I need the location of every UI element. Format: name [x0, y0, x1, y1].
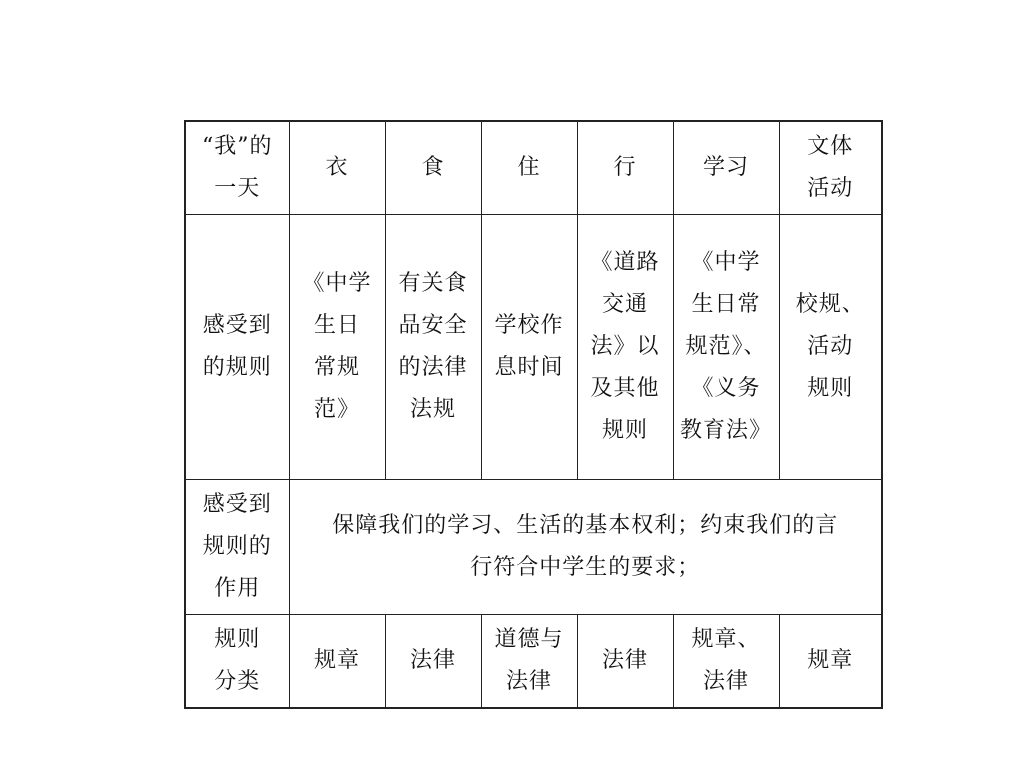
header-housing: 住 — [481, 121, 577, 215]
rules-row-label: 感受到 的规则 — [185, 215, 289, 480]
header-travel: 行 — [577, 121, 673, 215]
effect-row-label: 感受到 规则的 作用 — [185, 480, 289, 615]
rule-travel: 《道路 交通 法》以 及其他 规则 — [577, 215, 673, 480]
category-food: 法律 — [385, 615, 481, 709]
category-study: 规章、 法律 — [673, 615, 779, 709]
header-sports: 文体 活动 — [779, 121, 882, 215]
header-row — [185, 121, 882, 215]
category-housing: 道德与 法律 — [481, 615, 577, 709]
effect-row — [185, 480, 882, 615]
header-food: 食 — [385, 121, 481, 215]
header-study: 学习 — [673, 121, 779, 215]
category-sports: 规章 — [779, 615, 882, 709]
rules-table — [184, 120, 883, 709]
rule-food: 有关食 品安全 的法律 法规 — [385, 215, 481, 480]
category-row — [185, 615, 882, 709]
rule-housing: 学校作 息时间 — [481, 215, 577, 480]
rule-study: 《中学 生日常 规范》、 《义务 教育法》 — [673, 215, 779, 480]
category-row-label: 规则 分类 — [185, 615, 289, 709]
effect-text: 保障我们的学习、生活的基本权利；约束我们的言 行符合中学生的要求； — [289, 480, 882, 615]
category-travel: 法律 — [577, 615, 673, 709]
category-clothing: 规章 — [289, 615, 385, 709]
rule-sports: 校规、 活动 规则 — [779, 215, 882, 480]
header-clothing: 衣 — [289, 121, 385, 215]
header-day-cell: “我”的 一天 — [185, 121, 289, 215]
rule-clothing: 《中学 生日 常规 范》 — [289, 215, 385, 480]
rules-row — [185, 215, 882, 480]
